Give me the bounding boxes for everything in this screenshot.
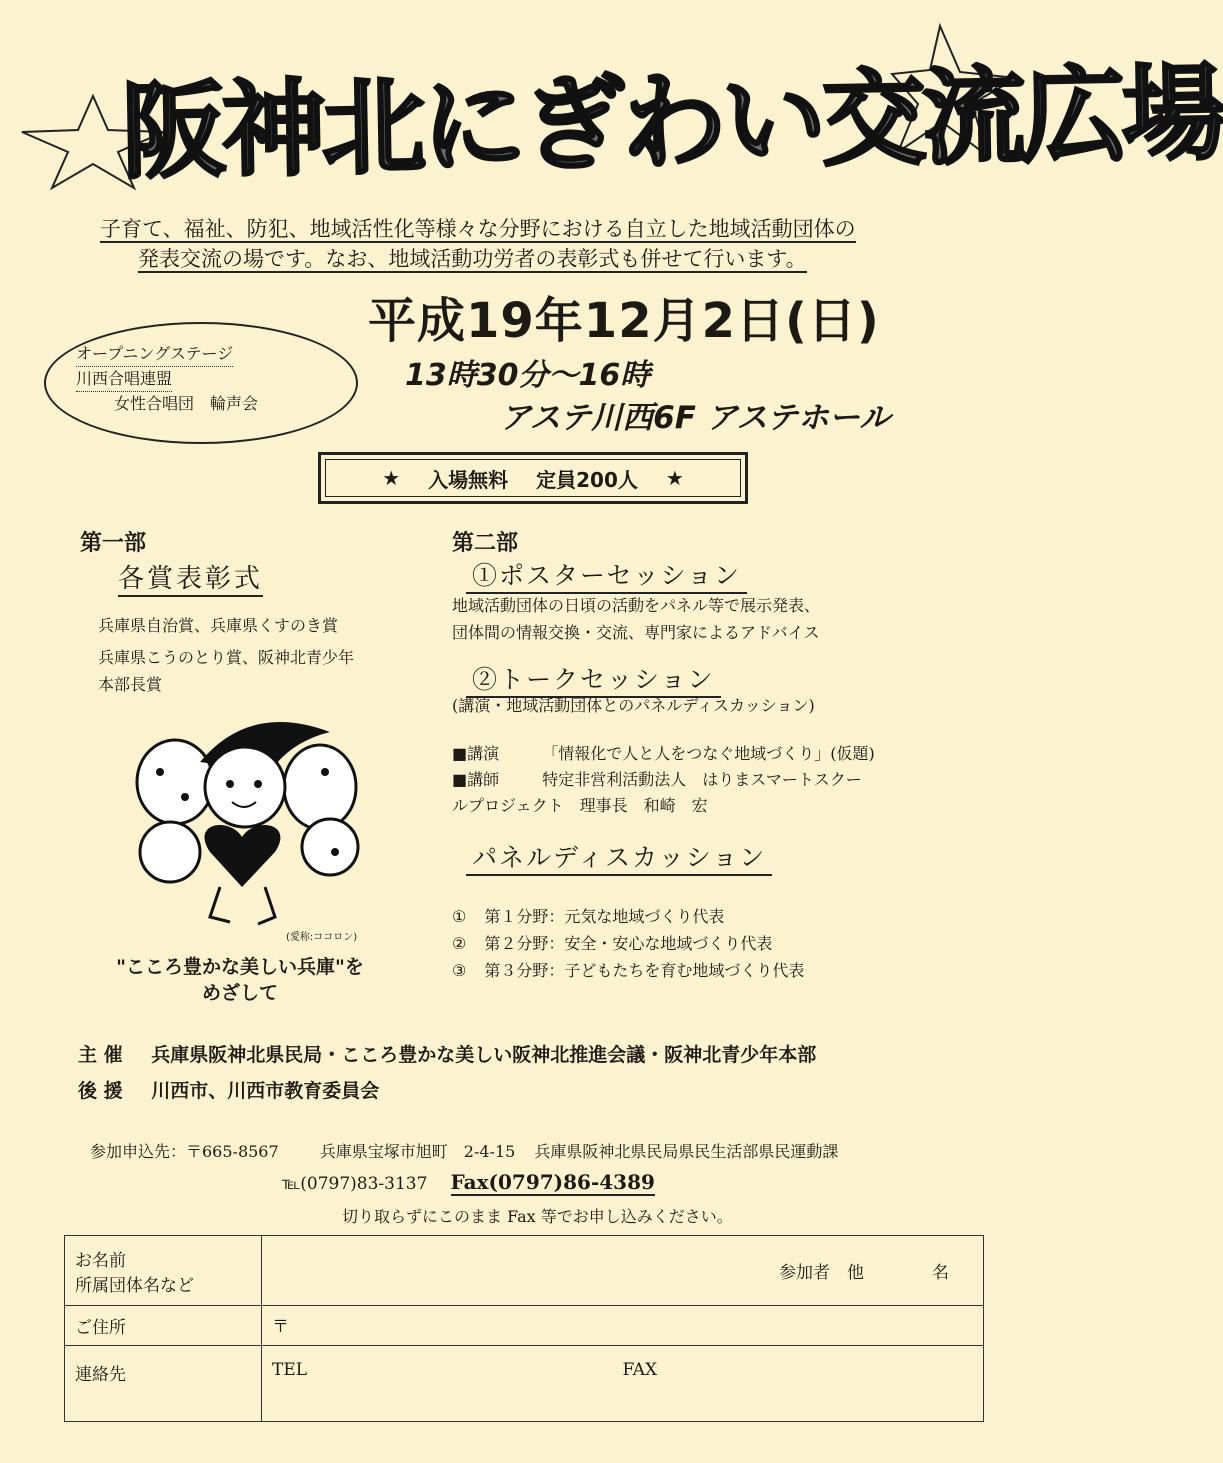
award-line-3: 本部長賞 [98,675,163,694]
opening-line-1: 川西合唱連盟 [76,367,172,392]
contact-row [90,1138,838,1165]
name-label: お名前 [75,1250,126,1271]
contact-label-cell: 連絡先 [65,1346,262,1422]
admission-capacity: 定員200人 [536,467,638,492]
poster-session-title: ①ポスターセッション [466,556,747,594]
lecture-text: 「情報化で人と人をつなぐ地域づくり」(仮題) [542,744,875,763]
page-title: 阪神北にぎわい交流広場 [120,51,1223,194]
support-label: 後 援 [78,1080,123,1102]
contact-dept: 兵庫県阪神北県民局県民生活部県民運動課 [534,1142,839,1161]
contact-tel: ℡(0797)83-3137 [282,1174,428,1194]
event-date: 平成19年12月2日(日) [368,293,880,349]
event-venue: アステ川西6F アステホール [500,400,891,436]
opening-line-2: 女性合唱団 輪声会 [114,394,259,413]
talk-session-subtitle: (講演・地域活動団体とのパネルディスカッション) [452,696,815,715]
lecture-row [452,740,875,767]
fax-label: FAX [622,1360,658,1380]
panel-item: ② 第２分野：安全・安心な地域づくり代表 [452,934,773,953]
opening-stage [76,342,258,416]
address-label-cell: ご住所 [65,1306,262,1346]
host-text: 兵庫県阪神北県民局・こころ豊かな美しい阪神北推進会議・阪神北青少年本部 [151,1044,817,1066]
contact-phone-row [282,1170,655,1194]
name-label-cell [65,1236,262,1306]
mascot-slogan [90,954,390,1006]
panel-discussion-title: パネルディスカッション [466,838,772,876]
panel-list [452,903,804,984]
speaker-label: ■講師 [452,770,500,789]
star-icon: ★ [665,466,684,490]
group-label: 所属団体名など [75,1275,194,1296]
contact-input-cell[interactable] [262,1346,984,1422]
part1-subtitle: 各賞表彰式 [118,558,263,597]
intro-line-1: 子育て、福祉、防犯、地域活性化等様々な分野における自立した地域活動団体の [100,217,856,241]
host-label: 主 催 [78,1044,123,1066]
contact-note: 切り取らずにこのまま Fax 等でお申し込みください。 [342,1207,733,1226]
slogan-line-2: めざして [201,982,278,1004]
event-time: 13時30分～16時 [405,358,651,393]
tel-label: TEL [272,1360,308,1380]
panel-item: ③ 第３分野：子どもたちを育む地域づくり代表 [452,961,805,980]
poster-description [452,592,820,646]
panel-item: ① 第１分野：元気な地域づくり代表 [452,907,725,926]
postal-mark: 〒 [272,1317,289,1337]
mascot-illustration [130,712,370,932]
talk-session-title: ②トークセッション [466,660,721,698]
opening-title: オープニングステージ [76,342,233,367]
award-line-1: 兵庫県自治賞、兵庫県くすのき賞 [98,616,339,635]
slogan-line-1: "こころ豊かな美しい兵庫"を [116,956,364,978]
lecture-label: ■講演 [452,744,500,763]
name-input-cell[interactable] [262,1236,984,1306]
contact-label: 参加申込先：〒665-8567 [90,1142,279,1161]
contact-address: 兵庫県宝塚市旭町 2-4-15 [319,1142,516,1161]
speaker-row [452,766,862,793]
part1-awards [98,612,354,698]
admission-box [318,452,748,504]
speaker-text: 特定非営利活動法人 はりまスマートスクー [542,770,862,789]
poster-line-1: 地域活動団体の日頃の活動をパネル等で展示発表、 [452,596,821,615]
contact-fax: Fax(0797)86-4389 [450,1170,655,1194]
support-text: 川西市、川西市教育委員会 [151,1080,380,1102]
application-form [64,1235,984,1422]
star-icon: ★ [382,466,401,490]
part2-heading: 第二部 [452,530,519,556]
admission-free: 入場無料 [428,467,509,492]
mascot-nickname: (愛称:ココロン) [286,932,358,943]
host-row [78,1040,816,1067]
award-line-2: 兵庫県こうのとり賞、阪神北青少年 [98,648,355,667]
part1-heading: 第一部 [80,530,147,556]
speaker-row-2: ルプロジェクト 理事長 和崎 宏 [452,796,708,815]
poster-line-2: 団体間の情報交換・交流、専門家によるアドバイス [452,623,820,642]
support-row [78,1076,379,1103]
address-input-cell[interactable] [262,1306,984,1346]
intro-text [100,214,940,274]
participants-label: 参加者 他 名 [779,1263,949,1283]
intro-line-2: 発表交流の場です。なお、地域活動功労者の表彰式も併せて行います。 [138,247,807,271]
